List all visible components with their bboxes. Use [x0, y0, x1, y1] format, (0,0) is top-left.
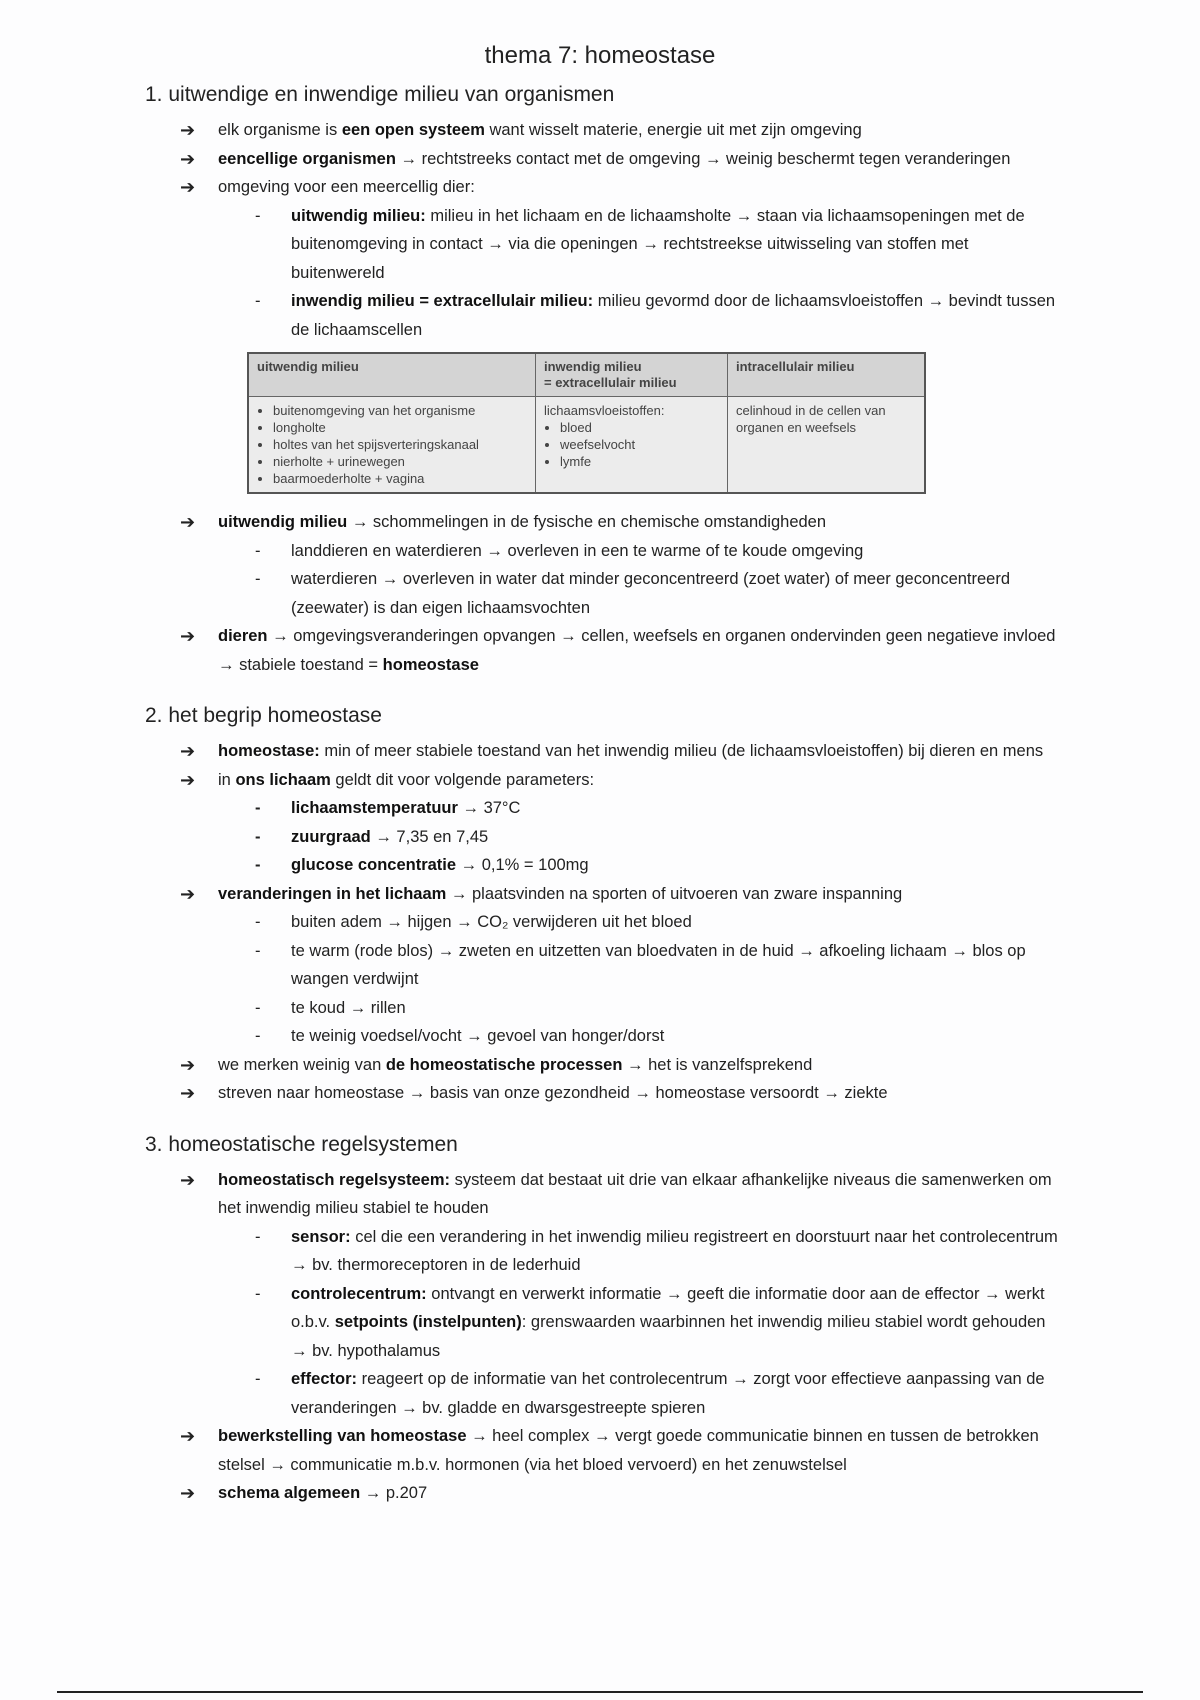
text: want wisselt materie, energie uit met zijn omgeving — [484, 121, 862, 139]
text: reageert op de informatie van het controlecentrum → zorgt voor effectieve aanpassing van de veranderingen → bv. gladde en dwarsgestreepte spieren — [291, 1370, 1045, 1417]
arrow-icon: ➔ — [180, 1169, 196, 1190]
bold-text: een open systeem — [341, 121, 485, 139]
text: elk organisme is — [218, 121, 342, 139]
bold-text: veranderingen in het lichaam — [218, 884, 447, 903]
subitem-landdieren — [145, 537, 1065, 566]
text: milieu in het lichaam en de lichaamsholte → staan via lichaamsopeningen met de buitenomgeving in contact → via die openingen → rechtstreekse uitwisseling van stoffen met buitenwereld — [291, 206, 1025, 282]
subitem-waterdieren — [145, 565, 1065, 622]
text: min of meer stabiele toestand van het inwendig milieu (de lichaamsvloeistoffen) bij dieren en mens — [319, 742, 1044, 760]
document-body — [145, 80, 1065, 1508]
bullet-open-system — [145, 116, 1065, 145]
table-header-row — [248, 353, 925, 397]
text: → het is vanzelfsprekend — [622, 1055, 813, 1074]
subitem-effector — [145, 1365, 1065, 1422]
text: → omgevingsveranderingen opvangen → cellen, weefsels en organen ondervinden geen negatieve invloed → stabiele toestand = — [218, 627, 1056, 674]
text: geldt dit voor volgende parameters: — [330, 770, 595, 789]
bold-text: dieren — [218, 627, 268, 645]
dash-icon: - — [255, 570, 261, 588]
arrow-icon: ➔ — [180, 1426, 196, 1446]
list-item: • nierholte + urinewegen — [273, 453, 527, 470]
bullet-processen — [145, 1051, 1065, 1080]
text: we merken weinig van — [218, 1055, 386, 1074]
list-item: • holtes van het spijsverteringskanaal — [273, 436, 527, 453]
list-item: • longholte — [273, 419, 527, 436]
section-heading-2: 2. het begrip homeostase — [145, 704, 382, 727]
table-header: intracellulair milieu — [728, 353, 926, 397]
text: → 7,35 en 7,45 — [370, 827, 489, 846]
text: streven naar homeostase → basis van onze gezondheid → homeostase versoordt → ziekte — [218, 1084, 888, 1102]
bold-text: sensor: — [291, 1227, 351, 1246]
bold-text: inwendig milieu = extracellulair milieu: — [291, 292, 594, 310]
header-line: = extracellulair milieu — [544, 375, 677, 390]
text: → heel complex → vergt goede communicatie binnen en tussen de betrokken stelsel → communicatie m.b.v. hormonen (via het bloed vervoerd) en het zenuwstelsel — [218, 1427, 1039, 1474]
subitem-zuurgraad — [145, 823, 1065, 852]
text: : grenswaarden waarbinnen het inwendig milieu stabiel wordt gehouden → bv. hypothalamus — [291, 1313, 1046, 1360]
text: → plaatsvinden na sporten of uitvoeren van zware inspanning — [446, 884, 903, 903]
text: buiten adem → hijgen → CO₂ verwijderen uit het bloed — [291, 913, 692, 931]
bold-text: glucose concentratie — [291, 856, 457, 874]
footer-divider — [57, 1691, 1143, 1693]
dash-icon: - — [255, 541, 261, 560]
text: → rechtstreeks contact met de omgeving → weinig beschermt tegen veranderingen — [395, 149, 1011, 168]
dash-icon: - — [255, 1370, 261, 1388]
table-cell — [536, 397, 728, 494]
bold-text: bewerkstelling van homeostase — [218, 1427, 467, 1445]
cell-text: lichaamsvloeistoffen: — [544, 403, 665, 418]
text: → 37°C — [457, 799, 521, 817]
subitem-te-koud — [145, 994, 1065, 1023]
bold-text: uitwendig milieu: — [291, 206, 426, 225]
dash-icon: - — [255, 998, 261, 1017]
bold-text: ons lichaam — [235, 770, 331, 789]
table-header: uitwendig milieu — [248, 353, 536, 397]
subitem-buiten-adem — [145, 908, 1065, 937]
subitem-glucose — [145, 851, 1065, 880]
dash-icon: - — [255, 913, 261, 931]
bullet-uitwendig-milieu — [145, 508, 1065, 537]
subitem-uitwendig — [145, 202, 1065, 288]
list-item: • lymfe — [560, 453, 719, 470]
arrow-icon: ➔ — [180, 148, 196, 169]
text: → p.207 — [360, 1484, 428, 1502]
table-cell — [248, 397, 536, 494]
list-item: • buitenomgeving van het organisme — [273, 402, 527, 419]
list-item: • baarmoederholte + vagina — [273, 470, 527, 487]
bold-text: setpoints (instelpunten) — [334, 1313, 522, 1331]
text: → 0,1% = 100mg — [456, 856, 589, 874]
arrow-icon: ➔ — [180, 1054, 196, 1075]
text: cel die een verandering in het inwendig milieu registreert en doorstuurt naar het controlecentrum → bv. thermoreceptoren in de lederhuid — [291, 1227, 1058, 1274]
bold-text: homeostatisch regelsysteem: — [218, 1170, 451, 1189]
bullet-veranderingen — [145, 880, 1065, 909]
arrow-icon: ➔ — [180, 626, 196, 646]
text: omgeving voor een meercellig dier: — [218, 178, 475, 196]
table-header — [536, 353, 728, 397]
list-item: • bloed — [560, 419, 719, 436]
bullet-schema — [145, 1479, 1065, 1508]
text: milieu gevormd door de lichaamsvloeistoffen → bevindt tussen de lichaamscellen — [291, 292, 1056, 339]
arrow-icon: ➔ — [180, 883, 196, 904]
list-item: • weefselvocht — [560, 436, 719, 453]
text: in — [218, 770, 236, 789]
arrow-icon: ➔ — [180, 741, 196, 761]
arrow-icon: ➔ — [180, 512, 196, 532]
dash-icon: - — [255, 292, 261, 310]
page-title: thema 7: homeostase — [484, 42, 716, 69]
subitem-controlecentrum — [145, 1280, 1065, 1366]
text: te koud → rillen — [291, 998, 406, 1017]
section-heading-3: 3. homeostatische regelsystemen — [145, 1132, 458, 1156]
text: te weinig voedsel/vocht → gevoel van honger/dorst — [291, 1027, 665, 1045]
dash-icon: - — [255, 941, 261, 960]
bullet-dieren — [145, 622, 1065, 679]
text: → schommelingen in de fysische en chemische omstandigheden — [347, 513, 827, 531]
bold-text: homeostase — [382, 655, 479, 674]
bullet-ons-lichaam — [145, 766, 1065, 795]
dash-icon: - — [255, 1227, 261, 1246]
dash-icon: - — [255, 799, 261, 817]
arrow-icon: ➔ — [180, 177, 196, 197]
dash-icon: - — [255, 1027, 261, 1045]
text: ontvangt en verwerkt informatie → geeft die informatie door aan de effector → werkt o.b.v. — [291, 1284, 1045, 1331]
text: te warm (rode blos) → zweten en uitzetten van bloedvaten in de huid → afkoeling lichaam → blos op wangen verdwijnt — [291, 941, 1026, 988]
milieu-table — [247, 352, 926, 494]
table-row — [248, 397, 925, 494]
dash-icon: - — [255, 206, 261, 225]
bold-text: schema algemeen — [218, 1484, 361, 1502]
arrow-icon: ➔ — [180, 1483, 196, 1503]
subitem-temperatuur — [145, 794, 1065, 823]
bold-text: homeostase: — [218, 742, 320, 760]
bullet-meercellig — [145, 173, 1065, 202]
subitem-inwendig — [145, 287, 1065, 344]
text: systeem dat bestaat uit drie van elkaar afhankelijke niveaus die samenwerken om het inwendig milieu stabiel te houden — [218, 1170, 1052, 1217]
text: waterdieren → overleven in water dat minder geconcentreerd (zoet water) of meer geconcentreerd (zeewater) is dan eigen lichaamsvochten — [291, 570, 1011, 617]
text: landdieren en waterdieren → overleven in een te warme of te koude omgeving — [291, 541, 864, 560]
dash-icon: - — [255, 856, 261, 874]
subitem-voedsel — [145, 1022, 1065, 1051]
bullet-homeostase-def — [145, 737, 1065, 766]
bullet-bewerkstelling — [145, 1422, 1065, 1479]
bold-text: controlecentrum: — [291, 1284, 427, 1303]
bullet-eencellige — [145, 145, 1065, 174]
bold-text: lichaamstemperatuur — [291, 799, 458, 817]
dash-icon: - — [255, 827, 261, 846]
arrow-icon: ➔ — [180, 120, 196, 140]
bullet-regelsysteem — [145, 1166, 1065, 1223]
bold-text: zuurgraad — [291, 827, 371, 846]
arrow-icon: ➔ — [180, 1083, 196, 1103]
table-cell: celinhoud in de cellen van organen en weefsels — [728, 397, 926, 494]
bullet-gezondheid — [145, 1079, 1065, 1108]
arrow-icon: ➔ — [180, 769, 196, 790]
bold-text: de homeostatische processen — [385, 1055, 623, 1074]
bold-text: uitwendig milieu — [218, 513, 348, 531]
dash-icon: - — [255, 1284, 261, 1303]
bold-text: effector: — [291, 1370, 358, 1388]
bold-text: eencellige organismen — [218, 149, 396, 168]
subitem-sensor — [145, 1223, 1065, 1280]
header-line: inwendig milieu — [544, 359, 642, 374]
section-heading-1: 1. uitwendige en inwendige milieu van organismen — [145, 83, 615, 106]
subitem-te-warm — [145, 937, 1065, 994]
